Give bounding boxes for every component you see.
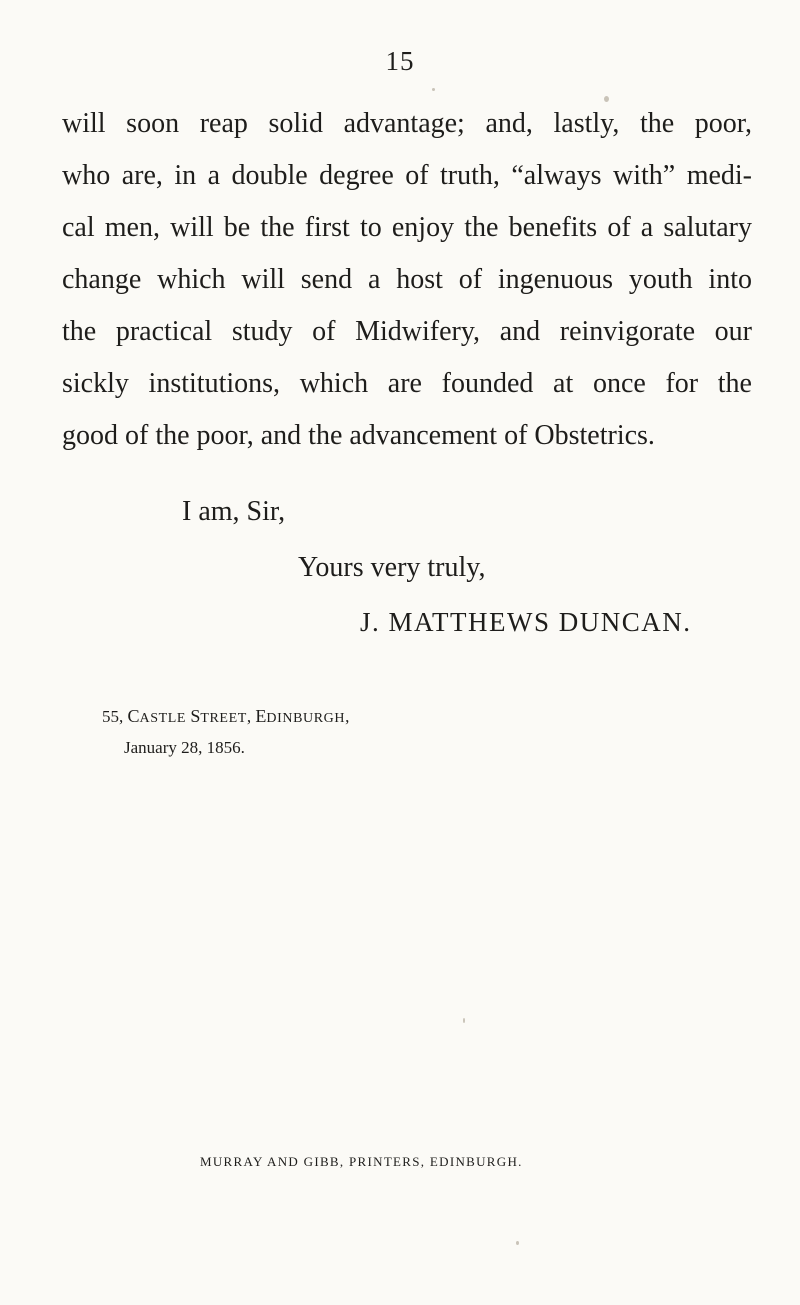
paragraph-line: sickly institutions, which are founded at once for the xyxy=(62,368,752,399)
street-name: ASTLE xyxy=(139,711,187,726)
paper-speck xyxy=(516,1241,519,1245)
address-separator: , xyxy=(246,707,256,726)
street-type: TREET xyxy=(200,711,247,726)
letter-body-paragraph xyxy=(62,98,752,462)
paragraph-line: will soon reap solid advantage; and, lastly, the poor, xyxy=(62,108,752,139)
author-signature: J. MATTHEWS DUNCAN. xyxy=(360,607,692,637)
street-number: 55, xyxy=(102,707,128,726)
paper-speck xyxy=(463,1018,465,1023)
closing-valediction: Yours very truly, xyxy=(298,552,486,583)
city-name: DINBURGH xyxy=(266,711,346,726)
street-type-initial: S xyxy=(190,706,201,726)
paragraph-line: cal men, will be the first to enjoy the benefits of a salutary xyxy=(62,212,752,243)
printer-imprint: MURRAY AND GIBB, PRINTERS, EDINBURGH. xyxy=(200,1154,523,1169)
street-initial: C xyxy=(127,706,140,726)
address-trailing: , xyxy=(345,707,350,726)
closing-salutation: I am, Sir, xyxy=(182,496,286,527)
paragraph-line: who are, in a double degree of truth, “always with” medi- xyxy=(62,160,752,191)
paragraph-line: the practical study of Midwifery, and reinvigorate our xyxy=(62,316,752,347)
city-initial: E xyxy=(255,706,267,726)
paragraph-line: good of the poor, and the advancement of Obstetrics. xyxy=(62,420,655,451)
address-line xyxy=(102,706,349,727)
paper-speck xyxy=(432,88,435,91)
page-number: 15 xyxy=(385,46,415,76)
paper-speck xyxy=(604,96,609,102)
paragraph-line: change which will send a host of ingenuous youth into xyxy=(62,264,752,295)
letter-date: January 28, 1856. xyxy=(124,738,245,757)
